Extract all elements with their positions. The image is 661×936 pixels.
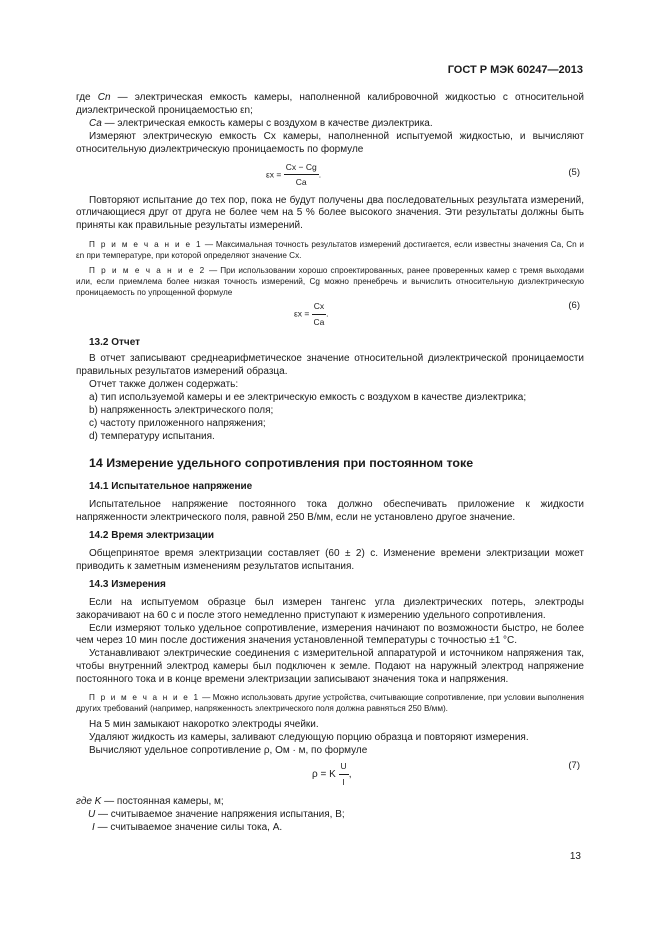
section-14-2-title: 14.2 Время электризации xyxy=(89,530,215,542)
paragraph: Повторяют испытание до тех пор, пока не будут получены два последовательных результата измерений, отличающиеся друг от друга не более чем на 5 % более высокого значения. Эти результаты должны быть приняты как правильные результаты измерений. xyxy=(76,194,584,232)
definition-i: I — считываемое значение силы тока, А. xyxy=(92,821,283,833)
fraction: $\frac{U}{I}$ xyxy=(340,760,347,787)
formula-number: (5) xyxy=(568,166,580,178)
symbol: Cn xyxy=(97,92,111,103)
paragraph: Измеряют электрическую емкость Cx камеры, наполненной испытуемой жидкостью, и вычисляют относительную диэлектрическую проницаемость по формуле xyxy=(76,130,584,155)
note-14-3: П р и м е ч а н и е 1 — Можно использовать другие устройства, считывающие сопротивление, при условии выполнения других требований (например, напряженность электрического поля должна равняться 250 В/мм). xyxy=(76,693,584,714)
section-13-2-title: 13.2 Отчет xyxy=(89,337,141,349)
paragraph: Если измеряют только удельное сопротивление, измерения начинают по возможности быстро, не более чем через 10 мин после достижения значения установленной температуры с точностью ±1 °С. xyxy=(76,622,584,647)
symbol: U xyxy=(88,808,96,820)
page-content xyxy=(76,92,584,835)
paragraph: Общепринятое время электризации составляет (60 ± 2) с. Изменение времени электризации может приводить к заметным изменениям результатов испытания. xyxy=(76,548,584,572)
page-number: 13 xyxy=(569,851,581,862)
report-list xyxy=(76,392,584,444)
paragraph: На 5 мин замыкают накоротко электроды ячейки. xyxy=(89,719,319,731)
standard-header: ГОСТ Р МЭК 60247—2013 xyxy=(447,64,583,76)
paragraph: Устанавливают электрические соединения с измерительной аппаратурой и источником напряжения так, чтобы внутренний электрод камеры был подключен к земле. Подают на наружный электрод напряжение постоянного тока и в конце времени электризации записывают значения тока и напряжения. xyxy=(76,648,584,686)
symbol: I xyxy=(92,821,95,833)
section-14-1-title: 14.1 Испытательное напряжение xyxy=(89,481,253,493)
definition-k: где K — постоянная камеры, м; xyxy=(76,795,224,807)
symbol: Ca xyxy=(89,117,102,129)
list-item: b) напряженность электрического поля; xyxy=(89,404,274,416)
definition-u: U — считываемое значение напряжения испытания, В; xyxy=(88,808,345,820)
paragraph: Если на испытуемом образце был измерен тангенс угла диэлектрических потерь, электроды закорачивают на 60 с и после этого немедленно приступают к измерению удельного сопротивления. xyxy=(76,596,584,621)
fraction: $\frac{Cx}{Ca}$ xyxy=(313,301,325,328)
symbol: где K xyxy=(76,795,102,807)
formula-number: (7) xyxy=(568,759,580,771)
formula-7: ρ = K $\frac{U}{I}$ , (7) xyxy=(312,759,580,787)
paragraph: Вычисляют удельное сопротивление ρ, Ом · м, по формуле xyxy=(89,744,368,756)
note-2: П р и м е ч а н и е 2 — При использовании хорошо спроектированных, ранее проверенных камер с тремя выходами или, если приемлема более низкая точность измерений, Cg можно пренебречь и вычислить относительную диэлектрическую проницаемость по упрощенной формуле xyxy=(76,266,584,298)
list-item: c) частоту приложенного напряжения; xyxy=(89,417,266,429)
fraction: $\frac{Cx - Cg}{Ca}$ xyxy=(285,161,317,188)
section-14-title: 14 Измерение удельного сопротивления при постоянном токе xyxy=(89,455,474,470)
paragraph: Удаляют жидкость из камеры, заливают следующую порцию образца и повторяют измерения. xyxy=(89,732,529,743)
paragraph: В отчет записывают среднеарифметическое значение относительной диэлектрической проницаемости правильных результатов измерений образца. xyxy=(76,353,584,378)
paragraph: Отчет также должен содержать: xyxy=(89,378,239,390)
paragraph: Испытательное напряжение постоянного тока должно обеспечивать приложение к жидкости напряженности электрического поля, равной 250 В/мм, если не установлено другое значение. xyxy=(76,499,584,524)
section-14-3-title: 14.3 Измерения xyxy=(89,578,166,590)
formula-5: εx = $\frac{Cx - Cg}{Ca}$ . (5) xyxy=(266,161,580,188)
definition-ca: Ca — электрическая емкость камеры с воздухом в качестве диэлектрика. xyxy=(89,117,433,129)
definition-cn: где Cn — электрическая емкость камеры, наполненной калибровочной жидкостью с относительной диэлектрической проницаемостью εn; xyxy=(76,92,585,116)
list-item: d) температуру испытания. xyxy=(89,430,215,442)
note-1: П р и м е ч а н и е 1 — Максимальная точность результатов измерений достигается, если известны значения Ca, Cn и εn при температуре, при которой определяют значение Cx. xyxy=(76,240,584,261)
formula-number: (6) xyxy=(568,300,580,312)
formula-6: εx = $\frac{Cx}{Ca}$ . (6) xyxy=(294,300,580,328)
list-item: a) тип используемой камеры и ее электрическую емкость с воздухом в качестве диэлектрика; xyxy=(89,391,527,403)
